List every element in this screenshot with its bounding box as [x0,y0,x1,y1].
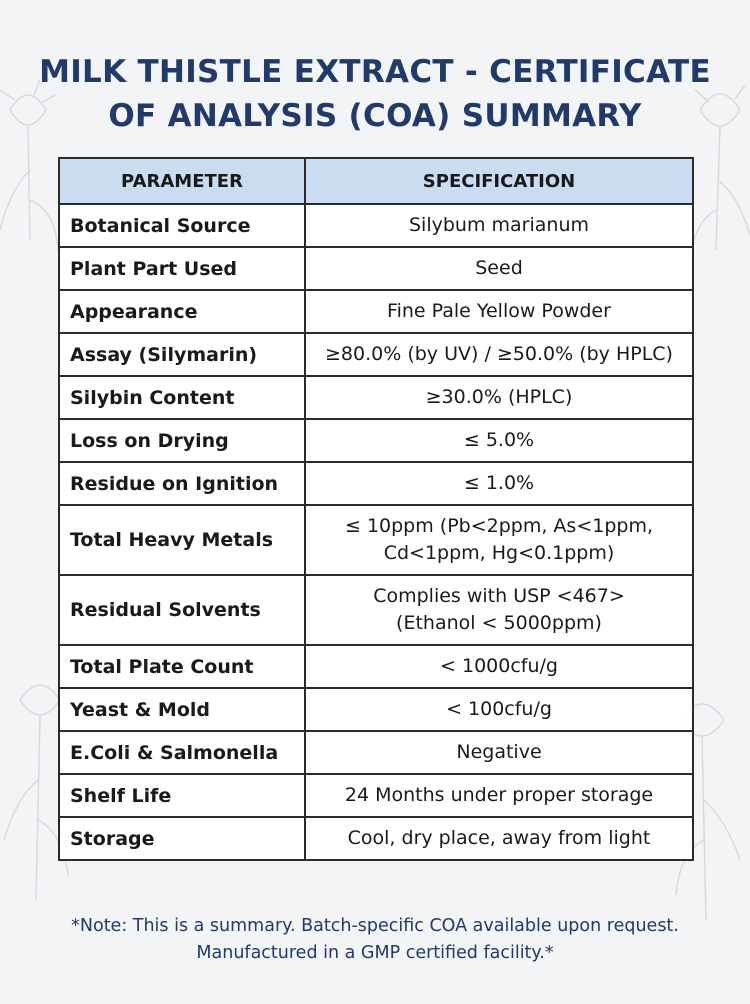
spec-cell: Silybum marianum [305,204,693,247]
parameter-cell: Plant Part Used [59,247,305,290]
parameter-cell: Botanical Source [59,204,305,247]
parameter-cell: E.Coli & Salmonella [59,731,305,774]
spec-cell: < 1000cfu/g [305,645,693,688]
spec-cell: Seed [305,247,693,290]
footnote-line-2: Manufactured in a GMP certified facility.* [196,943,554,963]
spec-line: ≤ 10ppm (Pb<2ppm, As<1ppm, [344,515,654,537]
title-line-1: MILK THISTLE EXTRACT - CERTIFICATE [39,54,711,90]
table-row [59,247,693,290]
header-specification: SPECIFICATION [305,158,693,204]
coa-table [58,157,694,861]
parameter-cell: Total Plate Count [59,645,305,688]
table-row [59,505,693,575]
footnote [0,913,750,967]
table-row [59,290,693,333]
table-row [59,419,693,462]
parameter-cell: Appearance [59,290,305,333]
table-row [59,688,693,731]
parameter-cell: Silybin Content [59,376,305,419]
header-parameter: PARAMETER [59,158,305,204]
footnote-line-1: *Note: This is a summary. Batch-specific COA available upon request. [71,916,679,936]
table-row [59,462,693,505]
parameter-cell: Loss on Drying [59,419,305,462]
spec-cell: Cool, dry place, away from light [305,817,693,860]
spec-cell: ≤ 5.0% [305,419,693,462]
parameter-cell: Residual Solvents [59,575,305,645]
table-row [59,376,693,419]
spec-cell [305,505,693,575]
page-title [0,50,750,138]
spec-cell: ≥30.0% (HPLC) [305,376,693,419]
spec-cell: Negative [305,731,693,774]
spec-cell: < 100cfu/g [305,688,693,731]
spec-line: (Ethanol < 5000ppm) [396,612,602,634]
table-row [59,645,693,688]
table-row [59,774,693,817]
table-row [59,817,693,860]
spec-line: Complies with USP <467> [373,585,625,607]
table-row [59,204,693,247]
spec-cell: Fine Pale Yellow Powder [305,290,693,333]
spec-cell: 24 Months under proper storage [305,774,693,817]
parameter-cell: Yeast & Mold [59,688,305,731]
spec-cell [305,575,693,645]
spec-cell: ≥80.0% (by UV) / ≥50.0% (by HPLC) [305,333,693,376]
table-header-row [59,158,693,204]
spec-cell: ≤ 1.0% [305,462,693,505]
table-row [59,731,693,774]
parameter-cell: Storage [59,817,305,860]
parameter-cell: Assay (Silymarin) [59,333,305,376]
table-row [59,333,693,376]
parameter-cell: Shelf Life [59,774,305,817]
spec-line: Cd<1ppm, Hg<0.1ppm) [383,542,615,564]
table-row [59,575,693,645]
title-line-2: OF ANALYSIS (COA) SUMMARY [108,98,642,134]
parameter-cell: Total Heavy Metals [59,505,305,575]
parameter-cell: Residue on Ignition [59,462,305,505]
